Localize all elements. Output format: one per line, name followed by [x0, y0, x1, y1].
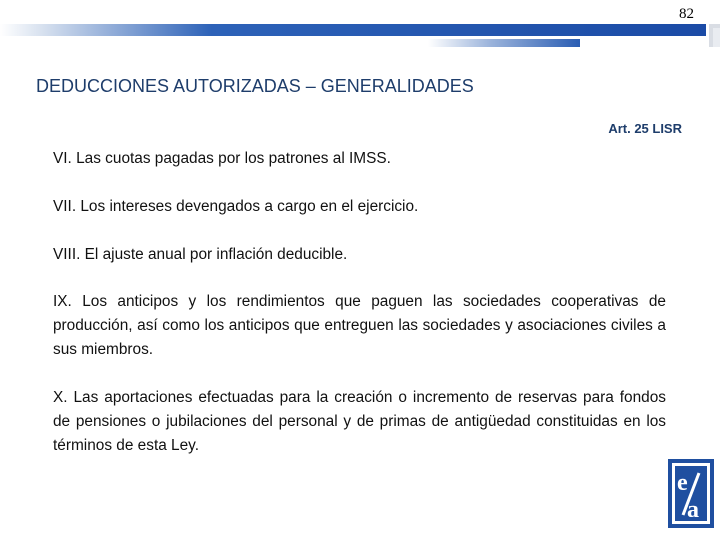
article-reference: Art. 25 LISR — [608, 121, 682, 136]
list-item-ix: IX. Los anticipos y los rendimientos que paguen las sociedades cooperativas de producción, así como los anticipos que entreguen las sociedades y asociaciones civiles a sus miembros. — [53, 293, 666, 358]
list-item-x: X. Las aportaciones efectuadas para la creación o incremento de reservas para fondos de pensiones o jubilaciones del personal y de primas de antigüedad constituidas en los términos de esta Ley. — [53, 389, 666, 454]
list-item-vii: VII. Los intereses devengados a cargo en el ejercicio. — [53, 198, 419, 215]
ea-logo — [668, 459, 714, 528]
header-bar-end-inner — [713, 28, 720, 47]
slide-title: DEDUCCIONES AUTORIZADAS – GENERALIDADES — [36, 76, 474, 96]
list-item-vi: VI. Las cuotas pagadas por los patrones al IMSS. — [53, 150, 391, 167]
ea-logo-mark — [668, 459, 714, 528]
header-sub-bar — [428, 39, 580, 47]
svg-text:a: a — [687, 497, 699, 523]
header-bar — [0, 24, 706, 36]
list-item-viii: VIII. El ajuste anual por inflación deducible. — [53, 246, 348, 263]
slide-number: 82 — [679, 6, 694, 22]
svg-text:e: e — [677, 470, 688, 496]
